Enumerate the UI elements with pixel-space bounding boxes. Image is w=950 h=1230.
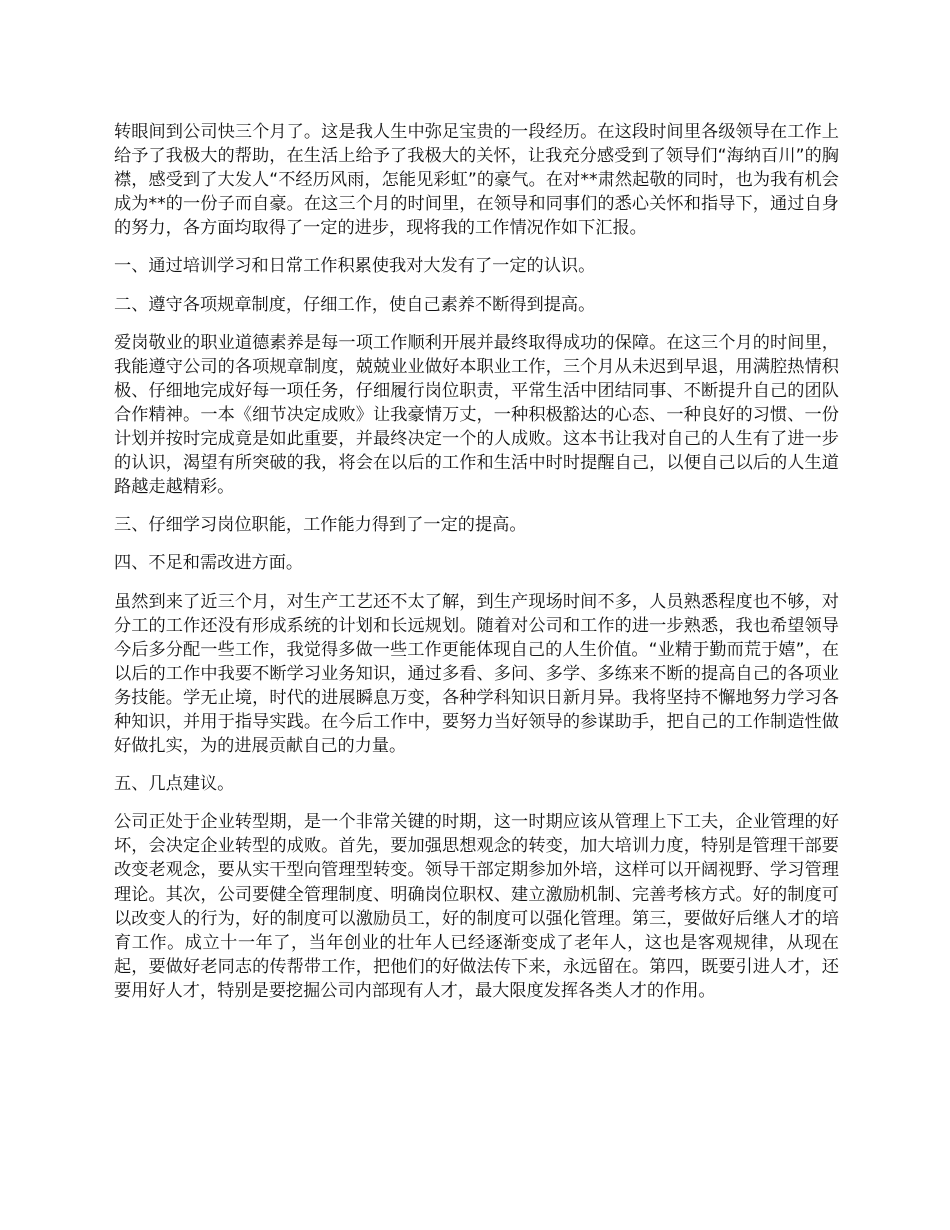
- section-heading-5: 五、几点建议。: [114, 774, 235, 795]
- section-heading-3: 三、仔细学习岗位职能，工作能力得到了一定的提高。: [114, 515, 527, 536]
- section-5-paragraph: 公司正处于企业转型期，是一个非常关键的时期，这一时期应该从管理上下工夫，企业管理的好坏，会决定企业转型的成败。首先，要加强思想观念的转变，加大培训力度，特别是管理干部要改变老观念，要从实干型向管理型转变。领导干部定期参加外培，这样可以开阔视野、学习管理理论。其次，公司要健全管理制度、明确岗位职权、建立激励机制、完善考核方式。好的制度可以改变人的行为，好的制度可以激励员工，好的制度可以强化管理。第三，要做好后继人才的培育工作。成立十一年了，当年创业的壮年人已经逐渐变成了老年人，这也是客观规律，从现在起，要做好老同志的传帮带工作，把他们的好做法传下来，永远留在。第四，既要引进人才，还要用好人才，特别是要挖掘公司内部现有人才，最大限度发挥各类人才的作用。: [114, 812, 839, 1001]
- intro-paragraph: 转眼间到公司快三个月了。这是我人生中弥足宝贵的一段经历。在这段时间里各级领导在工作上给予了我极大的帮助，在生活上给予了我极大的关怀，让我充分感受到了领导们“海纳百川”的胸襟，感受到了大发人“不经历风雨，怎能见彩虹”的豪气。在对**肃然起敬的同时，也为我有机会成为**的一份子而自豪。在这三个月的时间里，在领导和同事们的悉心关怀和指导下，通过自身的努力，各方面均取得了一定的进步，现将我的工作情况作如下汇报。: [114, 122, 839, 239]
- section-heading-2: 二、遵守各项规章制度，仔细工作，使自己素养不断得到提高。: [114, 294, 596, 315]
- section-2-paragraph: 爱岗敬业的职业道德素养是每一项工作顺利开展并最终取得成功的保障。在这三个月的时间里，我能遵守公司的各项规章制度，兢兢业业做好本职业工作，三个月从未迟到早退，用满腔热情积极、仔细地完成好每一项任务，仔细履行岗位职责，平常生活中团结同事、不断提升自己的团队合作精神。一本《细节决定成败》让我豪情万丈，一种积极豁达的心态、一种良好的习惯、一份计划并按时完成竟是如此重要，并最终决定一个的人成败。这本书让我对自己的人生有了进一步的认识，渴望有所突破的我，将会在以后的工作和生活中时时提醒自己，以便自己以后的人生道路越走越精彩。: [114, 332, 839, 498]
- section-heading-4: 四、不足和需改进方面。: [114, 553, 304, 574]
- section-heading-1: 一、通过培训学习和日常工作积累使我对大发有了一定的认识。: [114, 256, 596, 277]
- document-body: [114, 120, 839, 1017]
- section-4-paragraph: 虽然到来了近三个月，对生产工艺还不太了解，到生产现场时间不多，人员熟悉程度也不够，对分工的工作还没有形成系统的计划和长远规划。随着对公司和工作的进一步熟悉，我也希望领导今后多分配一些工作，我觉得多做一些工作更能体现自己的人生价值。“业精于勤而荒于嬉”，在以后的工作中我要不断学习业务知识，通过多看、多问、多学、多练来不断的提高自己的各项业务技能。学无止境，时代的进展瞬息万变，各种学科知识日新月异。我将坚持不懈地努力学习各种知识，并用于指导实践。在今后工作中，要努力当好领导的参谋助手，把自己的工作制造性做好做扎实，为的进展贡献自己的力量。: [114, 591, 839, 757]
